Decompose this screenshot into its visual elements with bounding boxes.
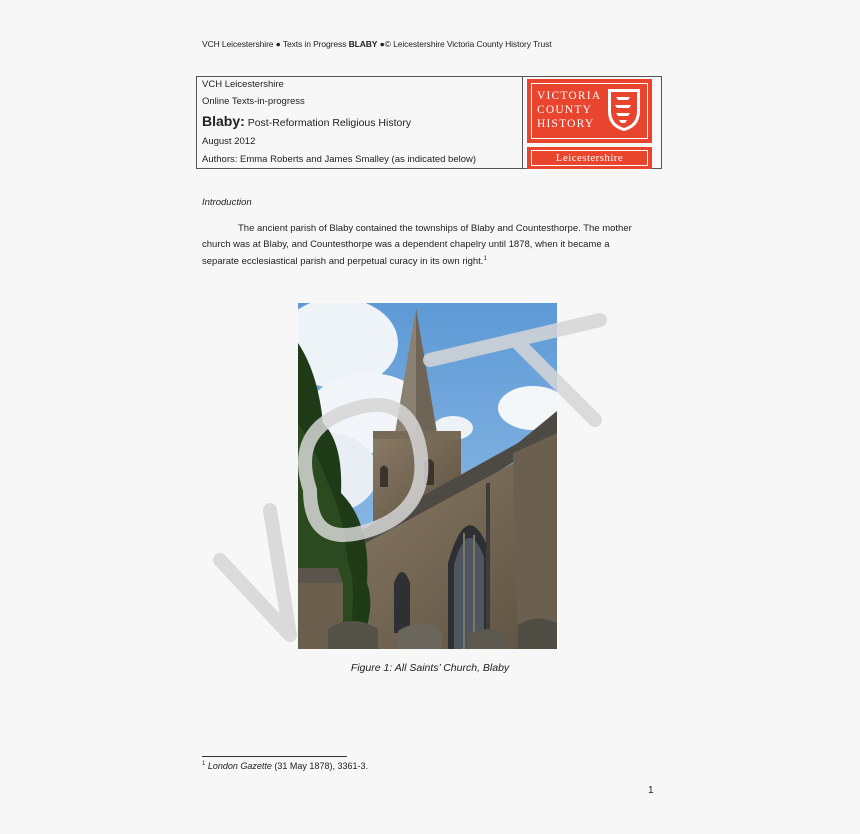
section-heading: Introduction bbox=[202, 197, 252, 208]
document-title bbox=[202, 113, 411, 129]
running-head-part2: ●© Leicestershire Victoria County History Trust bbox=[377, 39, 552, 49]
footnote-source: London Gazette bbox=[207, 761, 272, 771]
footnote-number: 1 bbox=[202, 761, 206, 767]
logo-county-name: Leicestershire bbox=[555, 152, 624, 164]
vch-logo bbox=[527, 79, 652, 143]
vch-county-banner bbox=[527, 147, 652, 169]
document-title-place: Blaby: bbox=[202, 113, 245, 129]
title-block bbox=[196, 76, 662, 169]
document-authors: Authors: Emma Roberts and James Smalley (as indicated below) bbox=[202, 154, 477, 165]
running-head-part1: VCH Leicestershire ● Texts in Progress bbox=[202, 39, 349, 49]
royal-arms-shield-icon bbox=[606, 87, 642, 133]
intro-paragraph-text: The ancient parish of Blaby contained the townships of Blaby and Countesthorpe. The mother church was at Blaby, and Countesthorpe was a dependent chapelry until 1878, when it became a separate ecclesiastical parish and perpetual curacy in its own right. bbox=[202, 223, 632, 268]
figure-caption: Figure 1: All Saints’ Church, Blaby bbox=[350, 662, 510, 674]
logo-word-victoria: VICTORIA bbox=[537, 90, 602, 102]
running-head-place: BLABY bbox=[348, 39, 378, 49]
running-head bbox=[202, 39, 552, 49]
footnote bbox=[202, 761, 368, 771]
footnote-citation: (31 May 1878), 3361-3. bbox=[271, 761, 368, 771]
document-title-subject: Post-Reformation Religious History bbox=[244, 117, 412, 129]
logo-word-county: COUNTY bbox=[537, 104, 593, 116]
series-label: VCH Leicestershire bbox=[202, 79, 284, 90]
page-number: 1 bbox=[648, 785, 654, 796]
church-photograph bbox=[298, 303, 557, 649]
footnote-reference[interactable]: 1 bbox=[483, 256, 487, 263]
logo-word-history: HISTORY bbox=[537, 118, 595, 130]
intro-paragraph bbox=[202, 221, 632, 270]
footnote-divider bbox=[202, 756, 347, 757]
collection-label: Online Texts-in-progress bbox=[202, 96, 305, 107]
title-block-text bbox=[197, 77, 523, 168]
document-date: August 2012 bbox=[202, 136, 256, 147]
